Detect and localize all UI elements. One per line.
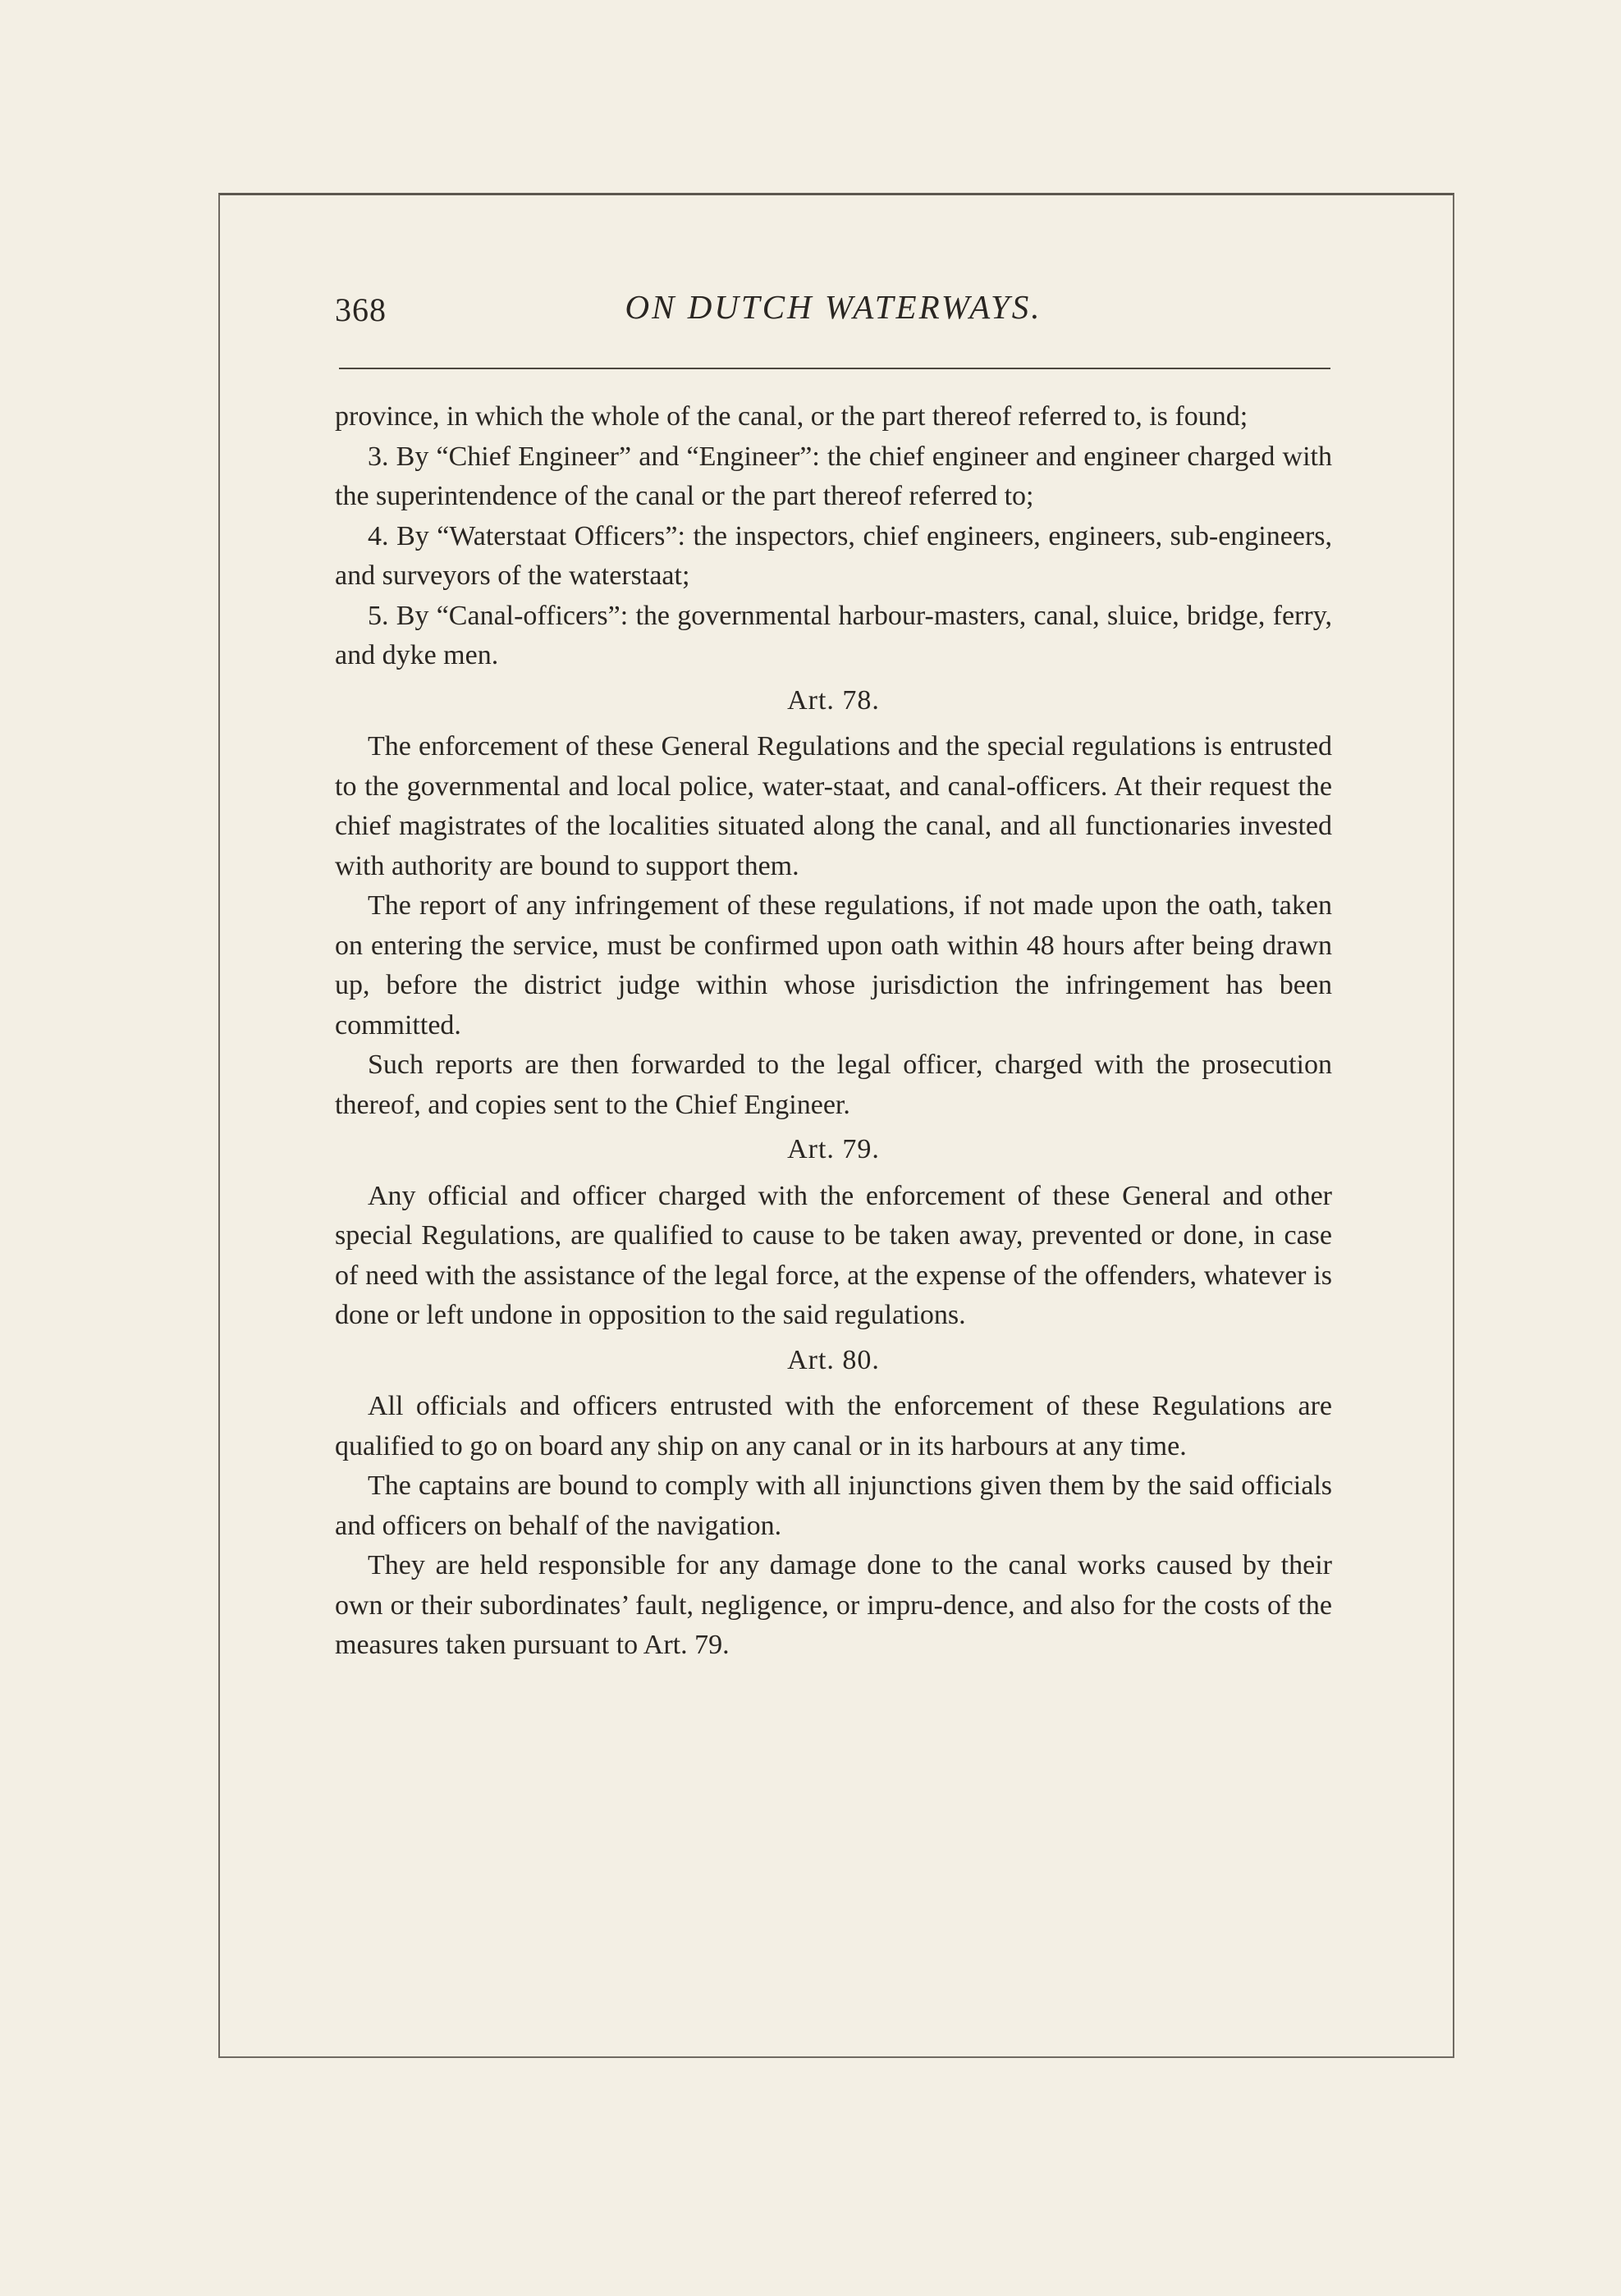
body-text [335, 397, 1332, 1666]
running-head [335, 287, 1332, 345]
article-80-paragraph-3: They are held responsible for any damage done to the canal works caused by their own or their subordinates’ fault, negligence, or impru-dence, and also for the costs of the measures taken pursuant to Art. 79. [335, 1550, 1332, 1660]
page-number: 368 [335, 291, 387, 328]
article-78-paragraph-3: Such reports are then forwarded to the legal officer, charged with the prosecution thereof, and copies sent to the Chief Engineer. [335, 1050, 1332, 1120]
article-79-paragraph-1: Any official and officer charged with the enforcement of these General and other special Regulations, are qualified to cause to be taken away, prevented or done, in case of need with the assistance of the legal force, at the expense of the offenders, whatever is done or left undone in opposition to the said regulations. [335, 1180, 1332, 1330]
header-rule [339, 368, 1330, 369]
article-80-heading: Art. 80. [787, 1344, 880, 1375]
running-title: ON DUTCH WATERWAYS. [625, 288, 1042, 326]
definition-canal-officers: 5. By “Canal-officers”: the governmental harbour-masters, canal, sluice, bridge, ferry, and dyke men. [335, 600, 1332, 670]
article-79-heading: Art. 79. [787, 1134, 880, 1164]
article-80-paragraph-1: All officials and officers entrusted with the enforcement of these Regulations are qualified to go on board any ship on any canal or in its harbours at any time. [335, 1391, 1332, 1461]
page-content [335, 287, 1332, 1666]
article-78-paragraph-2: The report of any infringement of these regulations, if not made upon the oath, taken on entering the service, must be confirmed upon oath within 48 hours after being drawn up, before the district judge within whose jurisdiction the infringement has been committed. [335, 890, 1332, 1041]
definition-waterstaat-officers: 4. By “Waterstaat Officers”: the inspectors, chief engineers, engineers, sub-engineers, and surveyors of the waterstaat; [335, 520, 1332, 591]
definition-chief-engineer: 3. By “Chief Engineer” and “Engineer”: the chief engineer and engineer charged with the superintendence of the canal or the part thereof referred to; [335, 441, 1332, 511]
article-80-paragraph-2: The captains are bound to comply with all injunctions given them by the said officials and officers on behalf of the navigation. [335, 1470, 1332, 1541]
article-78-heading: Art. 78. [787, 684, 880, 716]
article-78-paragraph-1: The enforcement of these General Regulations and the special regulations is entrusted to the governmental and local police, water-staat, and canal-officers. At their request the chief magistrates of the localities situated along the canal, and all functionaries invested with authority are bound to support them. [335, 731, 1332, 881]
paragraph-province: province, in which the whole of the canal, or the part thereof referred to, is found; [335, 401, 1248, 432]
